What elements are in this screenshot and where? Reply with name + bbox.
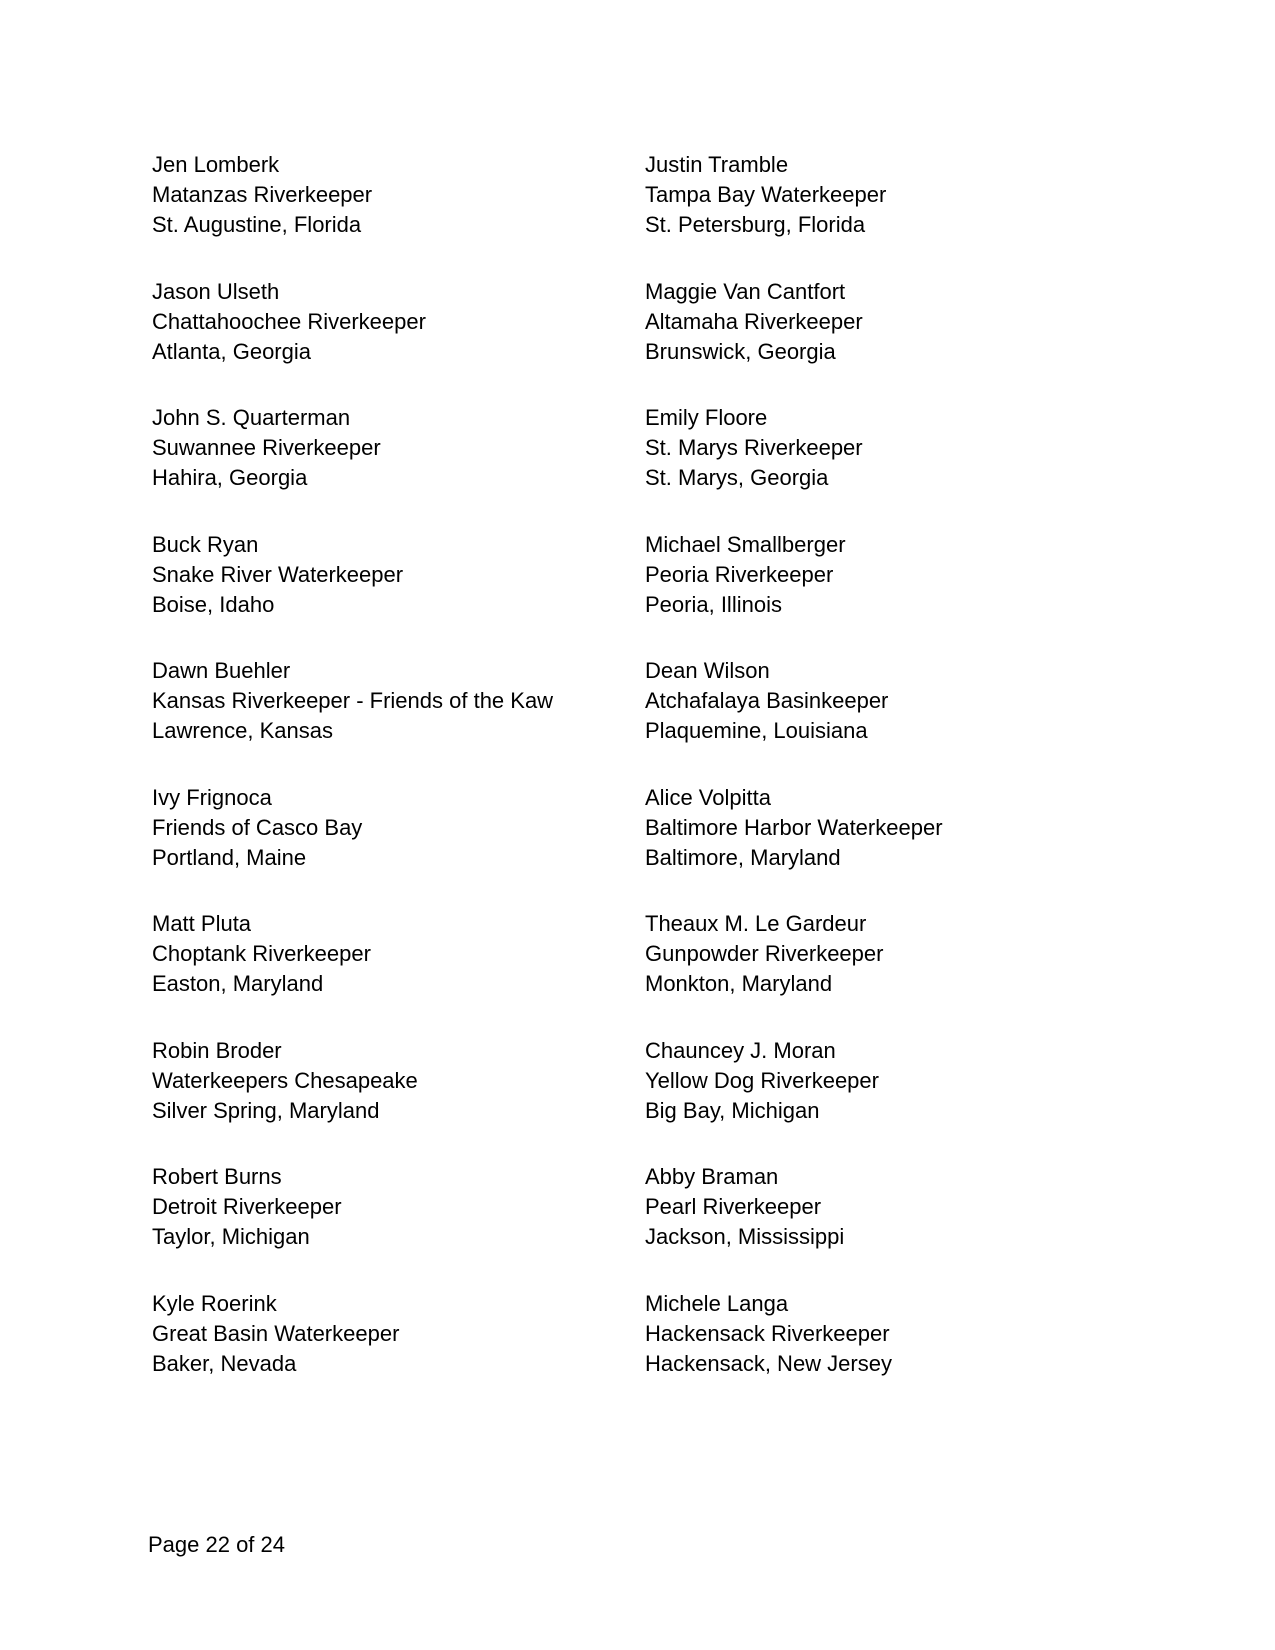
signatory-name: Ivy Frignoca xyxy=(152,784,272,810)
signatory-organization: Tampa Bay Waterkeeper xyxy=(645,182,887,207)
signatory-location: St. Marys, Georgia xyxy=(645,465,829,490)
signatory-name: Kyle Roerink xyxy=(152,1290,277,1316)
signatory-name: Jen Lomberk xyxy=(152,152,280,177)
signatory-organization: Suwannee Riverkeeper xyxy=(152,435,381,460)
signatory-organization: Great Basin Waterkeeper xyxy=(152,1320,400,1346)
signatory-block xyxy=(152,277,645,404)
signatory-block xyxy=(645,783,1052,910)
signatory-organization: Snake River Waterkeeper xyxy=(152,561,404,587)
signatory-block xyxy=(152,909,645,1036)
signatory-organization: Matanzas Riverkeeper xyxy=(152,182,373,207)
signatory-name: Jason Ulseth xyxy=(152,278,280,304)
signatory-location: Lawrence, Kansas xyxy=(152,718,333,743)
signatory-block xyxy=(152,656,645,783)
signatory-organization: Peoria Riverkeeper xyxy=(645,561,834,587)
signatory-block xyxy=(645,150,1052,277)
signatory-name: Matt Pluta xyxy=(152,911,252,936)
signatory-location: Hackensack, New Jersey xyxy=(645,1350,892,1376)
signatory-location: Big Bay, Michigan xyxy=(645,1097,820,1123)
signatory-block xyxy=(645,1289,1052,1416)
signatory-organization: Yellow Dog Riverkeeper xyxy=(645,1067,879,1093)
signatory-name: Michele Langa xyxy=(645,1290,789,1316)
signatory-name: Theaux M. Le Gardeur xyxy=(645,911,867,936)
signatory-name: Dean Wilson xyxy=(645,658,770,683)
signatory-location: Silver Spring, Maryland xyxy=(152,1097,380,1123)
signatory-location: St. Petersburg, Florida xyxy=(645,212,866,237)
signatory-block xyxy=(152,1162,645,1289)
signatory-block xyxy=(645,277,1052,404)
signatory-organization: Gunpowder Riverkeeper xyxy=(645,941,884,966)
signatory-organization: Pearl Riverkeeper xyxy=(645,1194,822,1219)
signatory-organization: Hackensack Riverkeeper xyxy=(645,1320,890,1346)
signatory-name: Emily Floore xyxy=(645,405,768,430)
signatory-name: Michael Smallberger xyxy=(645,531,846,557)
signatory-location: Boise, Idaho xyxy=(152,591,275,617)
signatory-name: Abby Braman xyxy=(645,1164,779,1189)
signatory-organization: Choptank Riverkeeper xyxy=(152,941,371,966)
signatory-block xyxy=(645,909,1052,1036)
signatory-name: Dawn Buehler xyxy=(152,658,291,683)
signatory-organization: St. Marys Riverkeeper xyxy=(645,435,863,460)
signatory-organization: Altamaha Riverkeeper xyxy=(645,308,863,334)
signatory-block xyxy=(152,1289,645,1416)
signatory-location: Peoria, Illinois xyxy=(645,591,782,617)
signatory-location: Taylor, Michigan xyxy=(152,1224,310,1249)
signatory-block xyxy=(645,1162,1052,1289)
signatory-location: Baker, Nevada xyxy=(152,1350,297,1376)
signatory-block xyxy=(645,656,1052,783)
signatory-name: Alice Volpitta xyxy=(645,784,771,810)
signatory-block xyxy=(645,1036,1052,1163)
signatory-location: Monkton, Maryland xyxy=(645,971,833,996)
signatory-location: Atlanta, Georgia xyxy=(152,338,311,364)
signatory-name: Robin Broder xyxy=(152,1037,282,1063)
signatory-location: Hahira, Georgia xyxy=(152,465,308,490)
signatory-organization: Waterkeepers Chesapeake xyxy=(152,1067,418,1093)
signatory-name: Buck Ryan xyxy=(152,531,259,557)
signatory-organization: Baltimore Harbor Waterkeeper xyxy=(645,814,943,840)
signatory-block xyxy=(645,530,1052,657)
signatory-block xyxy=(152,1036,645,1163)
signatory-block xyxy=(152,150,645,277)
signatory-list xyxy=(152,150,1052,1415)
signatory-block xyxy=(152,403,645,530)
signatory-name: Robert Burns xyxy=(152,1164,282,1189)
signatory-location: Jackson, Mississippi xyxy=(645,1224,845,1249)
signatory-name: John S. Quarterman xyxy=(152,405,351,430)
signatory-location: Baltimore, Maryland xyxy=(645,844,841,870)
signatory-block xyxy=(152,530,645,657)
signatory-block xyxy=(645,403,1052,530)
signatory-block xyxy=(152,783,645,910)
page-number: Page 22 of 24 xyxy=(148,1532,286,1557)
signatory-organization: Atchafalaya Basinkeeper xyxy=(645,688,889,713)
signatory-organization: Kansas Riverkeeper - Friends of the Kaw xyxy=(152,688,554,713)
signatory-name: Chauncey J. Moran xyxy=(645,1037,836,1063)
signatory-location: St. Augustine, Florida xyxy=(152,212,362,237)
signatory-organization: Chattahoochee Riverkeeper xyxy=(152,308,426,334)
signatory-location: Brunswick, Georgia xyxy=(645,338,836,364)
signatory-name: Justin Tramble xyxy=(645,152,789,177)
signatory-name: Maggie Van Cantfort xyxy=(645,278,846,304)
signatory-location: Easton, Maryland xyxy=(152,971,324,996)
signatory-location: Portland, Maine xyxy=(152,844,307,870)
signatory-organization: Detroit Riverkeeper xyxy=(152,1194,342,1219)
signatory-location: Plaquemine, Louisiana xyxy=(645,718,868,743)
signatory-organization: Friends of Casco Bay xyxy=(152,814,363,840)
